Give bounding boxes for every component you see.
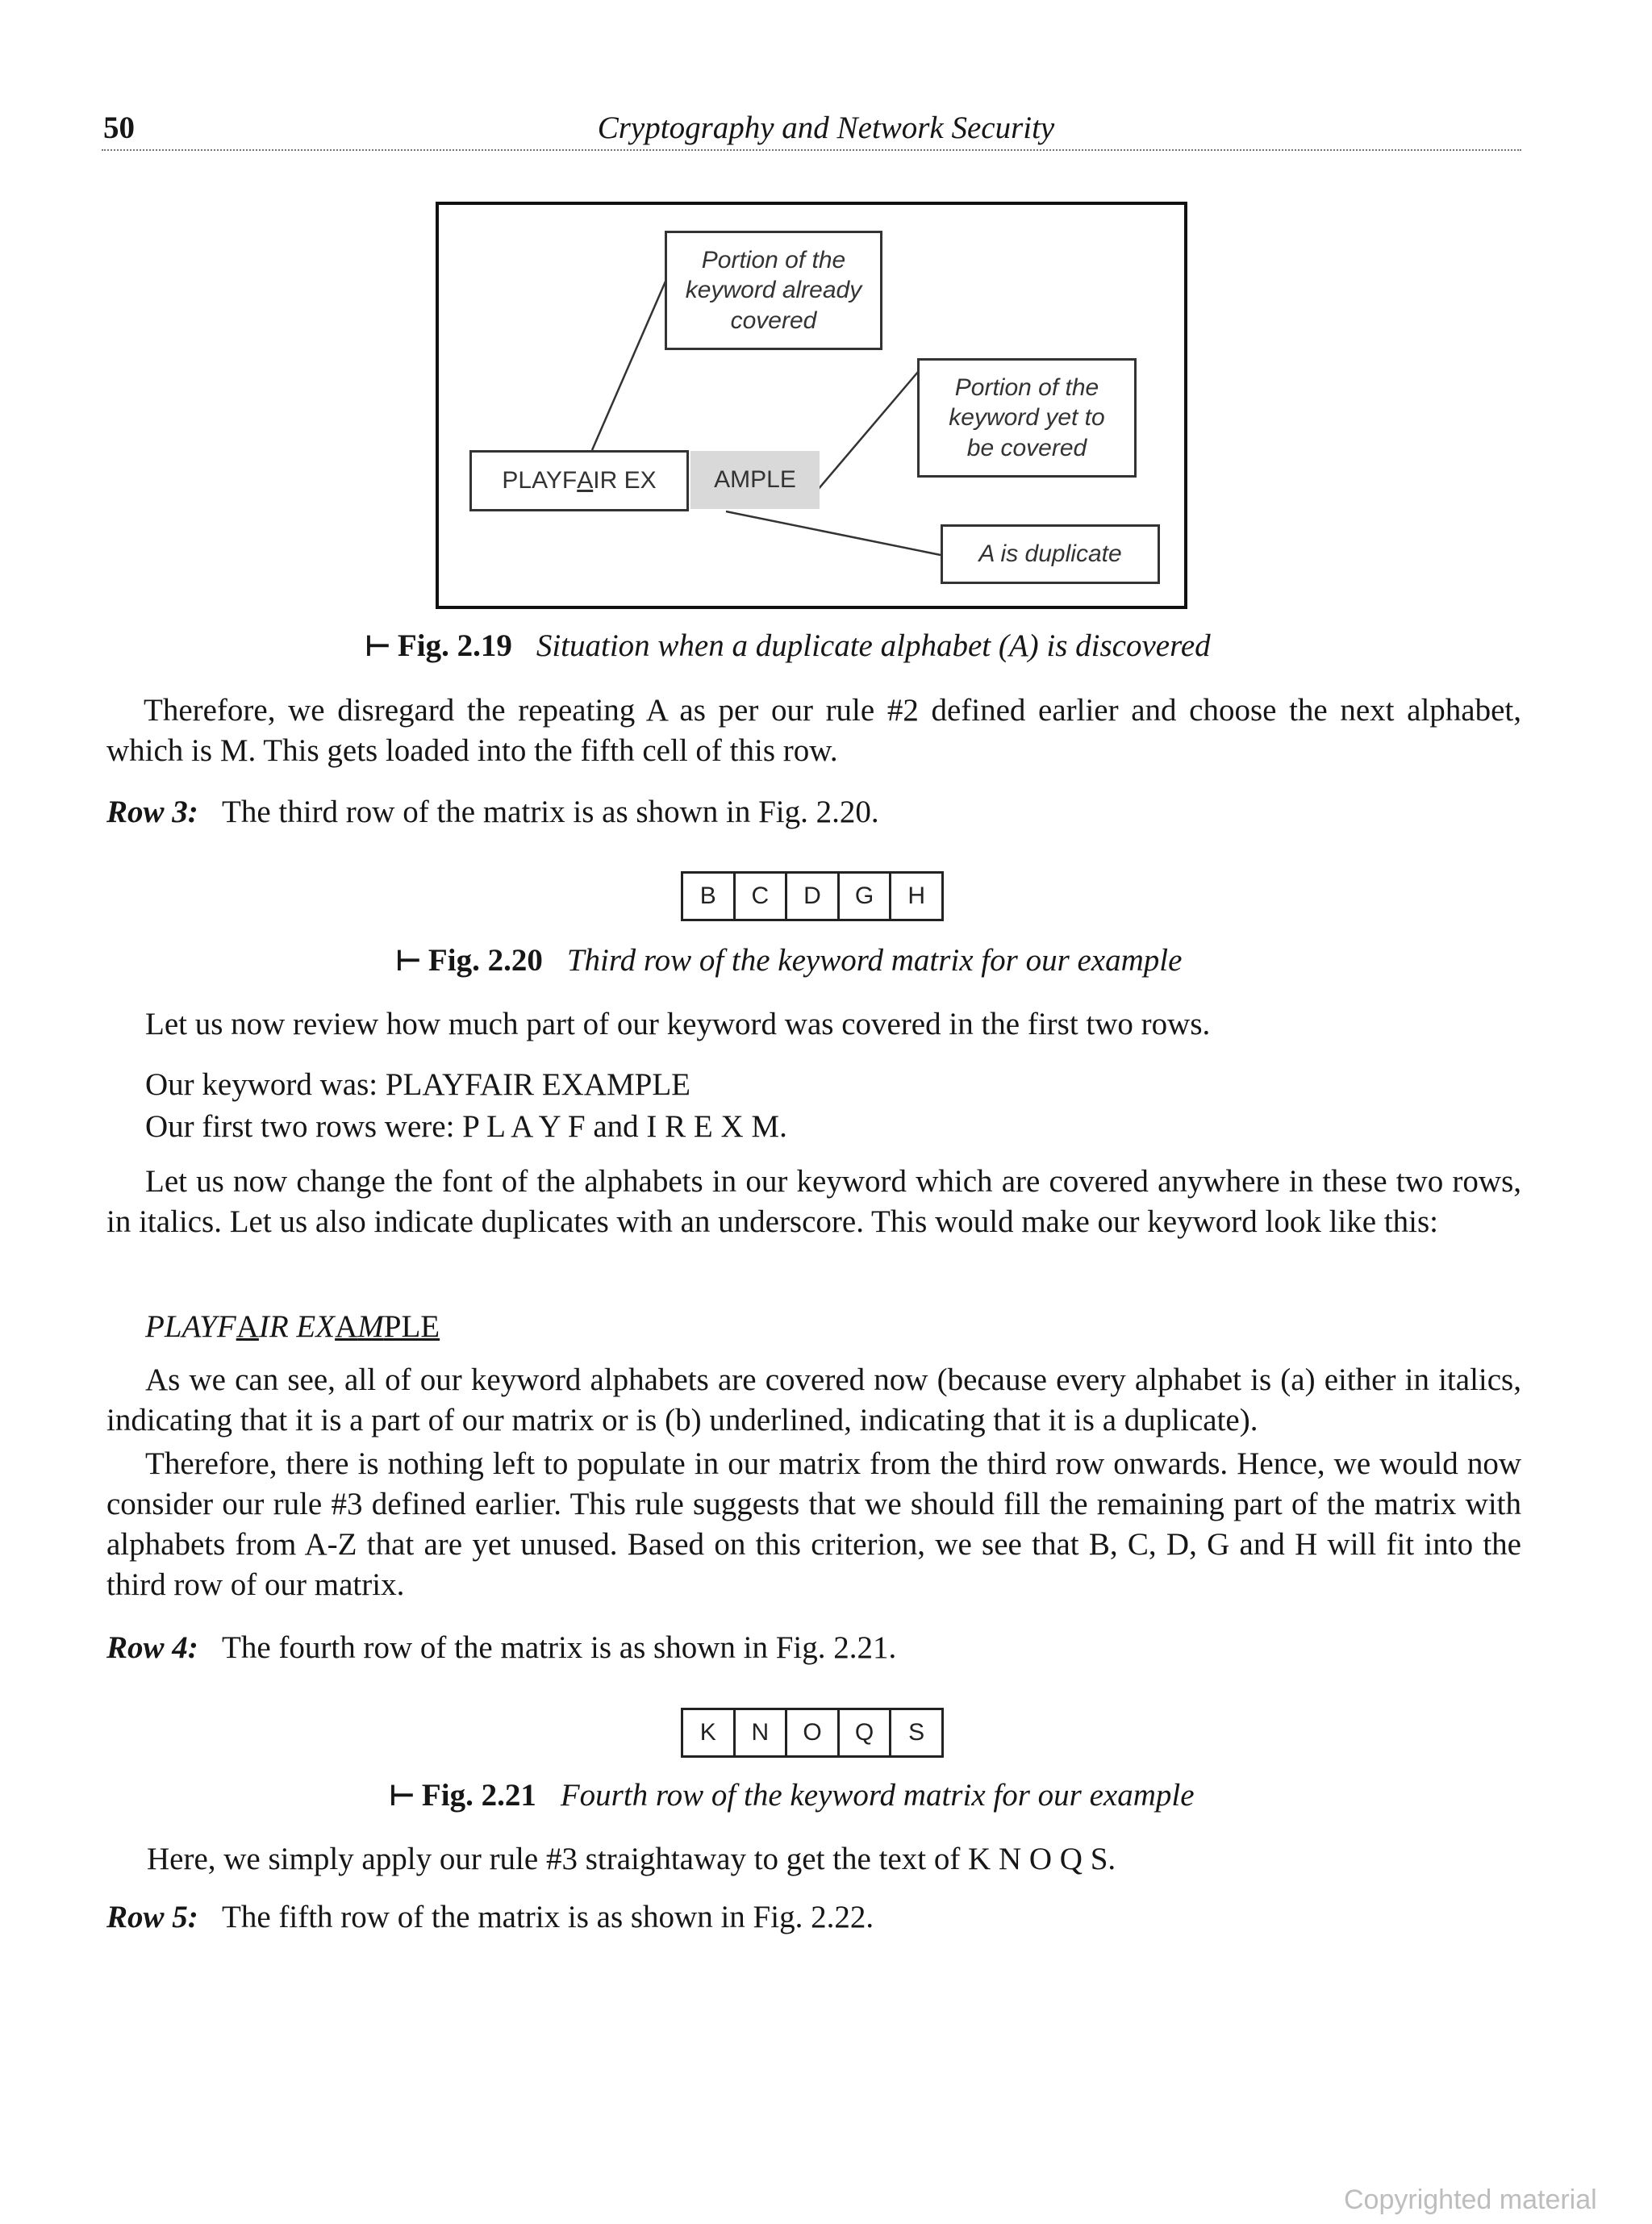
letter-cell: B (683, 874, 736, 919)
paragraph-keyword: Our keyword was: PLAYFAIR EXAMPLE (145, 1067, 690, 1102)
paragraph-rule-3: Therefore, there is nothing left to populate in our matrix from the third row onwards. Hence, we would now consider our rule #3 defined earlier. This rule suggests that we should fill the remaining part of the matrix with alphabets from A-Z that are yet unused. Based on this criterion, we see that B, C, D, G and H will fit into the third row of our matrix. (106, 1446, 1521, 1602)
letter-cell: N (736, 1710, 788, 1755)
keyword-styled: PLAYFAIR EXAMPLE (145, 1309, 440, 1344)
leader-line-duplicate (726, 511, 941, 555)
letter-cell: Q (840, 1710, 892, 1755)
letter-cell: C (736, 874, 788, 919)
figure-2-20-letter-row (681, 871, 944, 921)
paragraph-review: Let us now review how much part of our keyword was covered in the first two rows. (145, 1007, 1211, 1041)
caption-figure-2-20: ⊢ Fig. 2.20 Third row of the keyword matrix for our example (395, 943, 1183, 978)
box-duplicate-note: A is duplicate (941, 524, 1160, 584)
letter-cell: S (908, 1719, 925, 1746)
caption-marker-icon: ⊢ (389, 1780, 415, 1813)
caption-marker-icon: ⊢ (365, 630, 391, 663)
paragraph-covered-now: As we can see, all of our keyword alphabets are covered now (because every alphabet is (a) either in italics, indicating that it is a part of our matrix or is (b) underlined, indicating that it is a duplicate). (106, 1362, 1521, 1437)
row-3-line: Row 3: The third row of the matrix is as shown in Fig. 2.20. (106, 795, 879, 829)
box-covered-portion: Portion of the keyword already covered (665, 231, 882, 350)
row-5-line: Row 5: The fifth row of the matrix is as shown in Fig. 2.22. (106, 1900, 874, 1934)
copyright-watermark: Copyrighted material (1344, 2184, 1597, 2215)
caption-marker-icon: ⊢ (395, 945, 422, 978)
figure-2-19 (436, 202, 1187, 609)
page-number: 50 (103, 111, 135, 145)
header-rule (102, 149, 1521, 151)
box-remaining-text: AMPLE (690, 451, 820, 509)
duplicate-letter: A (577, 467, 594, 494)
row-4-line: Row 4: The fourth row of the matrix is as shown in Fig. 2.21. (106, 1630, 897, 1665)
figure-2-21-letter-row (681, 1708, 944, 1758)
letter-cell: D (787, 874, 840, 919)
leader-line-covered (592, 276, 668, 450)
letter-cell: O (787, 1710, 840, 1755)
paragraph-first-rows: Our first two rows were: P L A Y F and I R E X M. (145, 1109, 787, 1144)
running-header-title: Cryptography and Network Security (597, 111, 1055, 145)
box-covered-text: PLAYF A IR EX (469, 450, 689, 511)
caption-figure-2-21: ⊢ Fig. 2.21 Fourth row of the keyword matrix for our example (389, 1778, 1195, 1813)
paragraph-change-font: Let us now change the font of the alphabets in our keyword which are covered anywhere in these two rows, in italics. Let us also indicate duplicates with an underscore. This would make our keyword look like this: (106, 1164, 1521, 1239)
letter-cell: H (907, 883, 925, 909)
letter-cell: K (683, 1710, 736, 1755)
caption-figure-2-19: ⊢ Fig. 2.19 Situation when a duplicate alphabet (A) is discovered (365, 628, 1211, 663)
paragraph-disregard: Therefore, we disregard the repeating A as per our rule #2 defined earlier and choose the next alphabet, which is M. This gets loaded into the fifth cell of this row. (106, 693, 1521, 768)
paragraph-apply-rule: Here, we simply apply our rule #3 straightaway to get the text of K N O Q S. (147, 1842, 1116, 1876)
box-yet-portion: Portion of the keyword yet to be covered (917, 358, 1137, 478)
letter-cell: G (840, 874, 892, 919)
leader-line-yet (813, 366, 923, 495)
